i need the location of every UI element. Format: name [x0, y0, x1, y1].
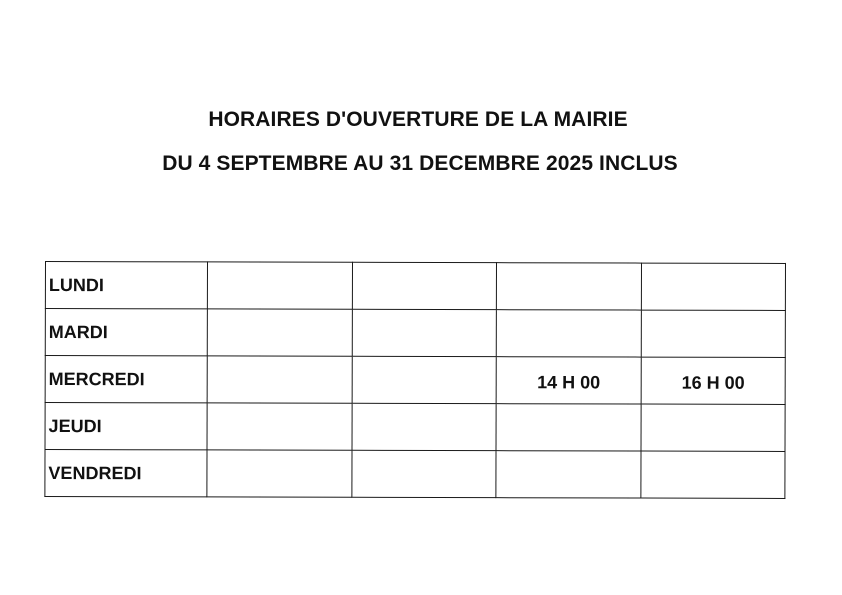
opening-time: 14 H 00: [537, 371, 601, 392]
time-slot-cell: [207, 309, 352, 356]
time-slot-cell: [352, 450, 496, 497]
time-slot-cell: [352, 403, 496, 450]
time-slot-cell: [496, 357, 641, 404]
time-slot-cell: [207, 450, 352, 497]
document-title: HORAIRES D'OUVERTURE DE LA MAIRIE: [208, 108, 628, 131]
time-slot-cell: [352, 309, 496, 356]
table-row-lundi: [45, 262, 785, 311]
time-slot-cell: [352, 356, 496, 403]
table-row-mardi: [45, 309, 785, 358]
time-slot-cell: [352, 262, 496, 309]
time-slot-cell: [496, 263, 641, 310]
day-label: VENDREDI: [45, 450, 207, 497]
time-slot-cell: [207, 356, 352, 403]
time-slot-cell: [207, 403, 352, 450]
closing-time: 16 H 00: [681, 372, 745, 393]
day-label: MARDI: [45, 309, 207, 356]
table-row-vendredi: [45, 450, 785, 499]
time-slot-cell: [641, 451, 785, 498]
opening-hours-table: [44, 261, 786, 499]
table-row-mercredi: [45, 356, 785, 405]
day-label: MERCREDI: [45, 356, 207, 403]
time-slot-cell: [496, 451, 641, 498]
time-slot-cell: [641, 357, 785, 404]
table-row-jeudi: [45, 403, 785, 452]
time-slot-cell: [641, 310, 785, 357]
time-slot-cell: [641, 263, 785, 310]
time-slot-cell: [641, 404, 785, 451]
document-subtitle-date-range: DU 4 SEPTEMBRE AU 31 DECEMBRE 2025 INCLUS: [162, 152, 678, 175]
time-slot-cell: [496, 310, 641, 357]
day-label: LUNDI: [45, 262, 207, 309]
time-slot-cell: [496, 404, 641, 451]
day-label: JEUDI: [45, 403, 207, 450]
time-slot-cell: [207, 262, 352, 309]
